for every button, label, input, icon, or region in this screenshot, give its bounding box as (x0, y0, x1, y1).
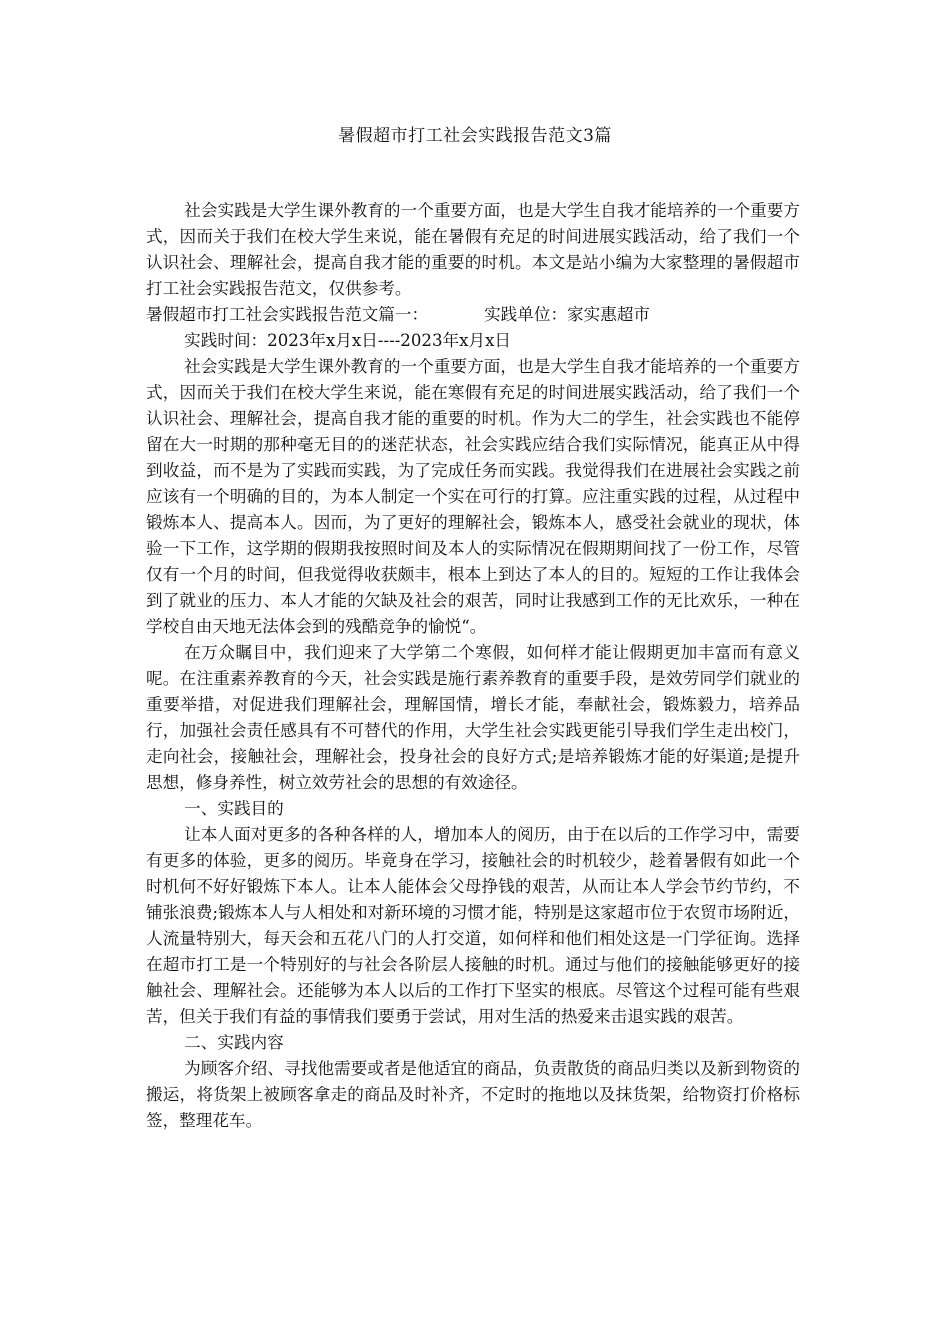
body-paragraph-3: 让本人面对更多的各种各样的人，增加本人的阅历，由于在以后的工作学习中，需要有更多的体验，更多的阅历。毕竟身在学习，接触社会的时机较少，趁着暑假有如此一个时机何不好好锻炼下本人。让本人能体会父母挣钱的艰苦，从而让本人学会节约节约，不铺张浪费;锻炼本人与人相处和对新环境的习惯才能，特别是这家超市位于农贸市场附近，人流量特别大，每天会和五花八门的人打交道，如何样和他们相处这是一门学征询。选择在超市打工是一个特别好的与社会各阶层人接触的时机。通过与他们的接触能够更好的接触社会、理解社会。还能够为本人以后的工作打下坚实的根底。尽管这个过程可能有些艰苦，但关于我们有益的事情我们要勇于尝试，用对生活的热爱来击退实践的艰苦。 (146, 825, 800, 1026)
section-heading: 暑假超市打工社会实践报告范文篇一： (146, 305, 429, 324)
body-paragraph-4: 为顾客介绍、寻找他需要或者是他适宜的商品，负责散货的商品归类以及新到物资的搬运，将货架上被顾客拿走的商品及时补齐，不定时的拖地以及抹货架，给物资打价格标签，整理花车。 (146, 1059, 800, 1130)
heading-practice-content: 二、实践内容 (184, 1033, 284, 1052)
section-heading-line (146, 302, 800, 328)
document-title: 暑假超市打工社会实践报告范文3篇 (338, 126, 612, 146)
body-paragraph-2: 在万众瞩目中，我们迎来了大学第二个寒假，如何样才能让假期更加丰富而有意义呢。在注重素养教育的今天，社会实践是施行素养教育的重要手段，是效劳同学们就业的重要举措，对促进我们理解社会，理解国情，增长才能，奉献社会，锻炼毅力，培养品行，加强社会责任感具有不可替代的作用，大学生社会实践更能引导我们学生走出校门，走向社会，接触社会，理解社会，投身社会的良好方式;是培养锻炼才能的好渠道;是提升思想，修身养性，树立效劳社会的思想的有效途径。 (146, 643, 800, 792)
body-paragraph-1: 社会实践是大学生课外教育的一个重要方面，也是大学生自我才能培养的一个重要方式，因而关于我们在校大学生来说，能在寒假有充足的时间进展实践活动，给了我们一个认识社会、理解社会，提高自我才能的重要的时机。作为大二的学生，社会实践也不能停留在大一时期的那种毫无目的的迷茫状态，社会实践应结合我们实际情况，能真正从中得到收益，而不是为了实践而实践，为了完成任务而实践。我觉得我们在进展社会实践之前应该有一个明确的目的，为本人制定一个实在可行的打算。应注重实践的过程，从过程中锻炼本人、提高本人。因而，为了更好的理解社会，锻炼本人，感受社会就业的现状，体验一下工作，这学期的假期我按照时间及本人的实际情况在假期期间找了一份工作，尽管仅有一个月的时间，但我觉得收获颇丰，根本上到达了本人的目的。短短的工作让我体会到了就业的压力、本人才能的欠缺及社会的艰苦，同时让我感到工作的无比欢乐，一种在学校自由天地无法体会到的残酷竞争的愉悦“。 (146, 357, 800, 636)
heading-practice-purpose: 一、实践目的 (184, 799, 284, 818)
intro-paragraph: 社会实践是大学生课外教育的一个重要方面，也是大学生自我才能培养的一个重要方式，因而关于我们在校大学生来说，能在暑假有充足的时间进展实践活动，给了我们一个认识社会、理解社会，提高自我才能的重要的时机。本文是站小编为大家整理的暑假超市打工社会实践报告范文，仅供参考。 (146, 201, 800, 298)
document-body (146, 198, 800, 1134)
practice-unit: 实践单位：家实惠超市 (484, 305, 651, 324)
practice-time: 实践时间：2023年x月x日----2023年x月x日 (184, 331, 512, 350)
